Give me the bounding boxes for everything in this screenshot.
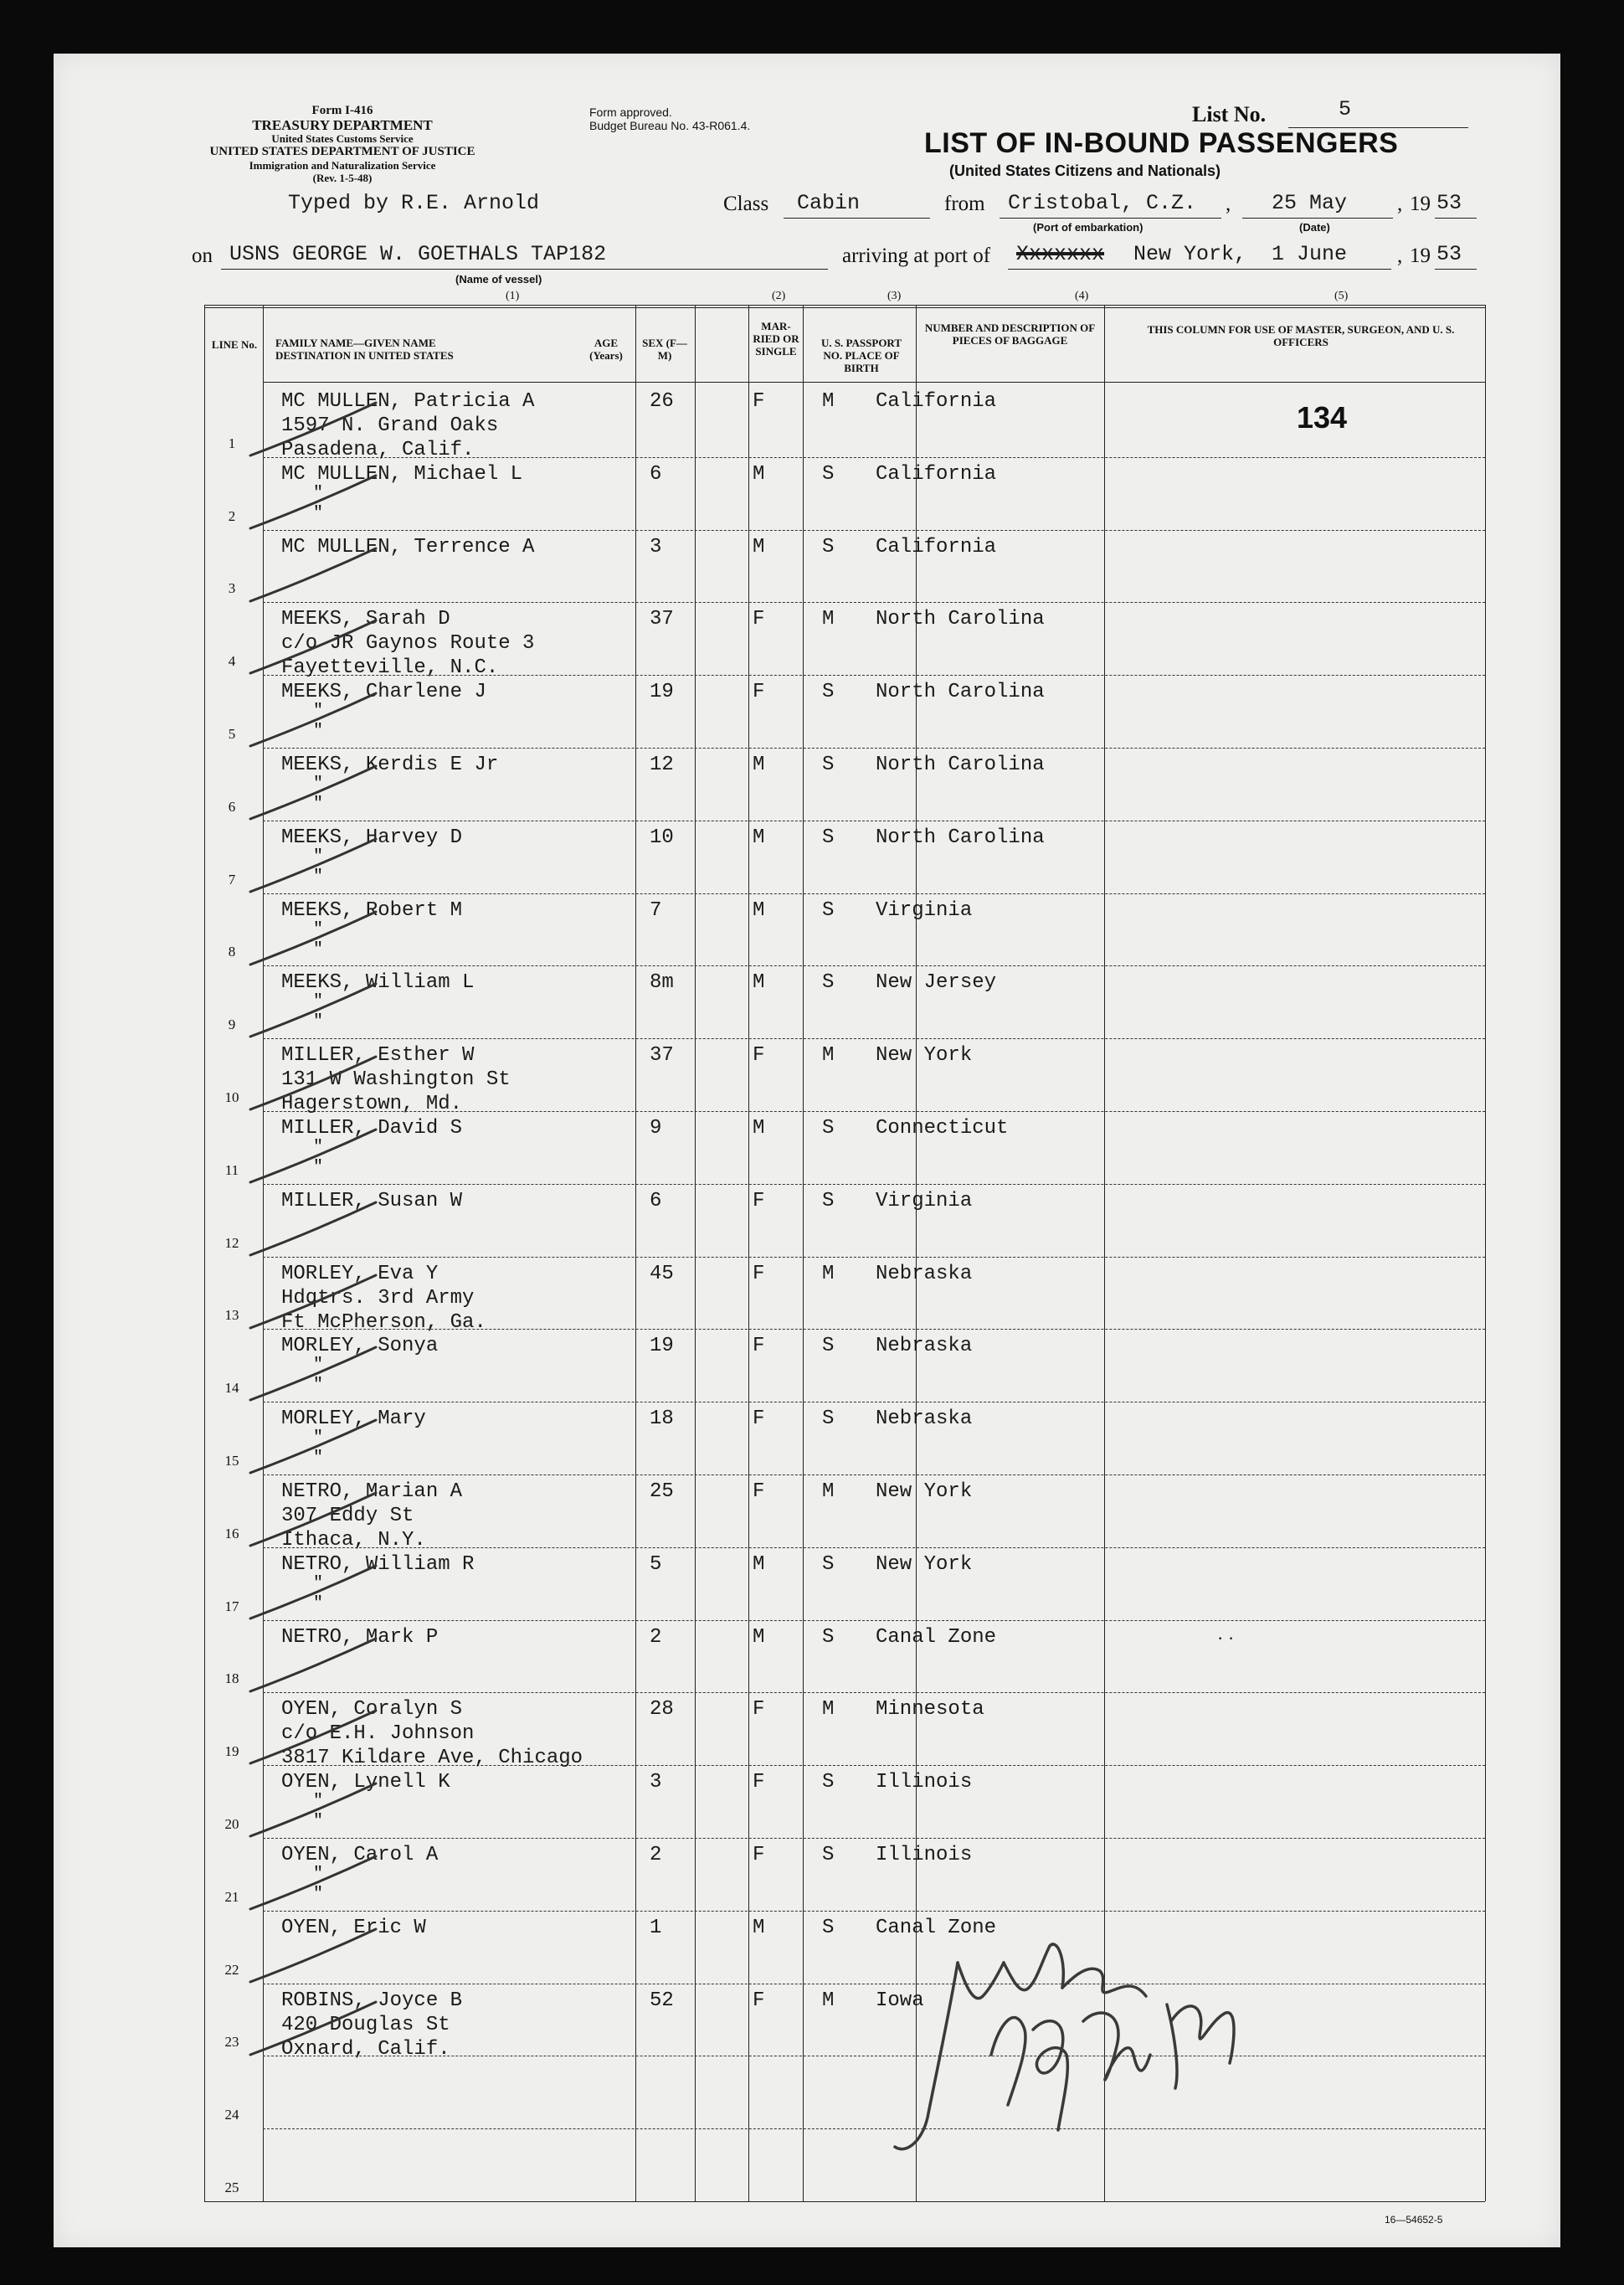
destination-line: Pasadena, Calif. [281, 439, 475, 461]
birthplace-value: Illinois [876, 1844, 973, 1866]
row-divider [263, 602, 1485, 603]
row-divider [263, 1257, 1485, 1258]
marital-value: S [822, 1552, 835, 1576]
birthplace-value: Canal Zone [876, 1625, 997, 1649]
check-mark [234, 756, 401, 831]
ditto-mark: " [313, 702, 324, 722]
treasury-dept: TREASURY DEPARTMENT [252, 117, 433, 133]
passenger-name: MEEKS, Harvey D [281, 826, 463, 849]
birthplace-value: New Jersey [876, 971, 997, 995]
check-mark [234, 1773, 401, 1849]
age-value: 5 [650, 1552, 662, 1576]
destination-line: 307 Eddy St [281, 1505, 414, 1527]
ditto-mark: " [313, 1158, 324, 1177]
row-divider [263, 1838, 1485, 1839]
ditto-mark: " [313, 503, 324, 523]
birthplace-value: Nebraska [876, 1262, 973, 1285]
ditto-mark: " [313, 1012, 324, 1032]
marital-value: S [822, 898, 835, 922]
row-divider [263, 965, 1485, 966]
marital-value: S [822, 535, 835, 558]
birthplace-value: Canal Zone [876, 1916, 997, 1939]
sex-value: M [753, 1916, 765, 1939]
passenger-name: NETRO, Mark P [281, 1625, 439, 1649]
destination-line: Hdqtrs. 3rd Army [281, 1286, 475, 1310]
sex-value: F [753, 1044, 765, 1068]
line-number: 3 [228, 580, 236, 597]
marital-value: M [822, 1044, 835, 1068]
line-number: 22 [224, 1961, 239, 1978]
typed-by: Typed by R.E. Arnold [288, 191, 540, 215]
line-number: 16 [224, 1525, 239, 1541]
list-no-label: List No. [1192, 102, 1267, 126]
marital-value: M [822, 1480, 835, 1503]
passenger-name: MORLEY, Mary [281, 1408, 426, 1431]
age-value: 28 [650, 1698, 674, 1721]
customs-service: United States Customs Service [271, 132, 414, 145]
marital-value: S [822, 1335, 835, 1358]
arrival-date: 1 June [1272, 242, 1348, 266]
col-num-5: (5) [1334, 290, 1349, 302]
marital-value: M [822, 608, 835, 631]
check-mark [234, 829, 401, 904]
destination-line: c/o JR Gaynos Route 3 [281, 632, 535, 656]
row-divider [263, 748, 1485, 749]
ditto-mark: " [313, 1376, 324, 1396]
ditto-mark: " [313, 1885, 324, 1904]
ditto-mark: " [313, 992, 324, 1012]
birthplace-value: Nebraska [876, 1335, 973, 1358]
age-value: 6 [650, 462, 662, 486]
row-divider [263, 1547, 1485, 1548]
birthplace-value: North Carolina [876, 826, 1045, 849]
line-number: 2 [228, 507, 236, 524]
check-mark [234, 1701, 401, 1776]
arrival-year: 53 [1436, 242, 1462, 266]
birthplace-value: Virginia [876, 898, 973, 922]
official-note: 134 [1297, 400, 1348, 435]
sex-value: F [753, 1335, 765, 1358]
ditto-mark: " [313, 1138, 324, 1157]
birthplace-value: California [876, 390, 997, 413]
header-line-no: LINE No. [211, 338, 258, 351]
vessel-caption: (Name of vessel) [455, 273, 542, 286]
destination-line: Ithaca, N.Y. [281, 1529, 426, 1552]
destination-line: Fayetteville, N.C. [281, 656, 499, 680]
line-number: 11 [224, 1161, 239, 1178]
passenger-name: MORLEY, Eva Y [281, 1262, 439, 1285]
age-value: 10 [650, 826, 674, 849]
list-no-value: 5 [1339, 97, 1352, 121]
birthplace-value: Iowa [876, 1989, 924, 2012]
passenger-name: MC MULLEN, Patricia A [281, 390, 535, 413]
check-mark [234, 902, 401, 977]
check-mark [234, 683, 401, 759]
marital-value: S [822, 1844, 835, 1866]
birthplace-value: North Carolina [876, 681, 1045, 704]
age-value: 37 [650, 608, 674, 631]
from-label: from [944, 193, 985, 215]
budget-bureau: Budget Bureau No. 43-R061.4. [589, 119, 751, 132]
age-value: 6 [650, 1189, 662, 1212]
sex-value: M [753, 1625, 765, 1649]
line-number: 6 [228, 798, 236, 815]
arrival-port: New York, [1133, 242, 1247, 266]
birthplace-value: California [876, 535, 997, 558]
age-value: 19 [650, 681, 674, 704]
birthplace-value: New York [876, 1480, 973, 1503]
row-divider [263, 1620, 1485, 1621]
from-value: Cristobal, C.Z. [1008, 191, 1197, 215]
header-name: FAMILY NAME—GIVEN NAME DESTINATION IN UNITED STATES [275, 337, 454, 362]
check-mark [234, 393, 401, 468]
line-number: 7 [228, 871, 236, 888]
on-label: on [192, 244, 213, 267]
age-value: 25 [650, 1480, 674, 1503]
header-official: THIS COLUMN FOR USE OF MASTER, SURGEON, AND U. S. OFFICERS [1147, 323, 1455, 348]
check-mark [234, 466, 401, 541]
sex-value: F [753, 1480, 765, 1503]
ditto-mark: " [313, 1865, 324, 1884]
revision-label: (Rev. 1-5-48) [312, 172, 373, 184]
birthplace-value: New York [876, 1552, 973, 1576]
check-mark [234, 1992, 401, 2067]
age-value: 19 [650, 1335, 674, 1358]
line-number: 9 [228, 1016, 236, 1033]
marital-value: S [822, 462, 835, 486]
stray-dots: · · [1217, 1628, 1235, 1649]
line-number: 24 [224, 2107, 239, 2123]
birthplace-value: North Carolina [876, 754, 1045, 776]
ins-label: Immigration and Naturalization Service [249, 159, 436, 172]
line-number: 21 [224, 1888, 239, 1905]
form-approved: Form approved. [589, 106, 672, 119]
check-mark [234, 1047, 401, 1122]
marital-value: M [822, 1698, 835, 1721]
age-value: 8m [650, 971, 674, 995]
sex-value: M [753, 462, 765, 486]
row-divider [263, 1184, 1485, 1185]
birthplace-value: Minnesota [876, 1698, 984, 1721]
age-value: 2 [650, 1625, 662, 1649]
age-value: 3 [650, 535, 662, 558]
marital-value: S [822, 971, 835, 995]
line-number: 13 [224, 1307, 239, 1324]
destination-line: 3817 Kildare Ave, Chicago [281, 1747, 583, 1770]
row-divider [263, 1911, 1485, 1912]
col-num-4: (4) [1075, 290, 1089, 302]
line-number: 1 [228, 435, 236, 451]
destination-line: 420 Douglas St [281, 2013, 450, 2036]
marital-value: M [822, 1262, 835, 1285]
depart-date: 25 May [1272, 191, 1348, 215]
passenger-name: OYEN, Eric W [281, 1916, 426, 1939]
line-number: 18 [224, 1670, 239, 1687]
depart-year: 53 [1436, 191, 1462, 215]
age-value: 1 [650, 1916, 662, 1939]
passenger-name: OYEN, Coralyn S [281, 1698, 463, 1721]
check-mark [234, 610, 401, 686]
ditto-mark: " [313, 1428, 324, 1449]
check-mark [234, 974, 401, 1049]
passenger-name: MEEKS, Sarah D [281, 608, 450, 631]
check-mark [234, 1556, 401, 1631]
age-value: 7 [650, 898, 662, 922]
header-baggage: NUMBER AND DESCRIPTION OF PIECES OF BAGGAGE [924, 322, 1096, 347]
line-number: 19 [224, 1743, 239, 1760]
check-mark [234, 1410, 401, 1485]
line-number: 5 [228, 726, 236, 742]
sex-value: F [753, 1771, 765, 1794]
ditto-mark: " [313, 1593, 324, 1613]
sex-value: F [753, 390, 765, 413]
check-mark [234, 1119, 401, 1195]
handwritten-signature [857, 1912, 1293, 2189]
page-subtitle: (United States Citizens and Nationals) [949, 162, 1221, 179]
destination-line: Oxnard, Calif. [281, 2037, 450, 2061]
passenger-name: MEEKS, Kerdis E Jr [281, 754, 499, 776]
sex-value: M [753, 754, 765, 776]
age-value: 9 [650, 1117, 662, 1140]
row-divider [263, 530, 1485, 531]
birthplace-value: Virginia [876, 1189, 973, 1212]
ditto-mark: " [313, 795, 324, 814]
line-number: 12 [224, 1234, 239, 1251]
passenger-name: MEEKS, William L [281, 971, 475, 995]
line-number: 4 [228, 653, 236, 670]
birthplace-value: North Carolina [876, 608, 1045, 631]
sex-value: M [753, 971, 765, 995]
check-mark [234, 1629, 401, 1704]
arrival-year-prefix: 19 [1410, 244, 1431, 267]
age-value: 45 [650, 1262, 674, 1285]
col-num-1: (1) [506, 290, 520, 302]
sex-value: F [753, 1989, 765, 2012]
sex-value: F [753, 608, 765, 631]
check-mark [234, 1192, 401, 1268]
sex-value: M [753, 898, 765, 922]
row-divider [263, 1692, 1485, 1693]
passenger-name: MEEKS, Charlene J [281, 681, 486, 704]
ditto-mark: " [313, 483, 324, 503]
sex-value: F [753, 1698, 765, 1721]
line-number: 25 [224, 2179, 239, 2195]
destination-line: Hagerstown, Md. [281, 1093, 463, 1116]
age-value: 2 [650, 1844, 662, 1866]
vessel-name: USNS GEORGE W. GOETHALS TAP182 [229, 242, 607, 266]
row-divider [263, 893, 1485, 894]
ditto-mark: " [313, 1356, 324, 1376]
marital-value: S [822, 754, 835, 776]
passenger-list-page: Form I-416 TREASURY DEPARTMENT United States Customs Service UNITED STATES DEPARTMENT OF JUSTICE Immigration and Naturalization Service (Rev. 1-5-48) Typed by R.E. Arnold Form approved. Budget Bureau No. 43-R061.4. LIST OF IN-BOUND PASSENGERS (United States Citizens and Nationals) List No. 5 Class Cabin from Cristobal, C.Z. (Port of embarkation) , 25 May (Date) , 19 53 on USNS GEORGE W. GOETHALS TAP182 (Name of vessel) arriving at port of Xxxxxxx New York, 1 June , 19 53 (1) (2) (3) (4) (5) LINE No. FAMILY NAME—GIVEN NAME DESTINATION IN UNITED STATES AGE (Years) SEX (F—M) MAR-RIED OR SINGLE U. S. PASSPORT NO. PLACE OF BIRTH NUMBER AND DESCRIPTION OF PIECES OF BAGGAGE THIS COLUMN FOR USE OF MASTER, SURGEON, AND U. S. OFFICERS 1 MC MULLEN, Patricia A 1597 N. Grand Oaks Pasadena, Calif. 26 F M California 2 MC MULLEN, Michael L " " 6 M S California 3 MC MULLEN, Terrence A 3 M S California 4 MEEKS, Sarah D c/o JR Gaynos Route 3 Fayetteville, N.C. 37 F M North Carolina 5 MEEKS, Charlene J " " 19 F S North Carolina 6 MEEKS, Kerdis E Jr " " 12 M S North Carolina 7 MEEKS, Harvey D " " 10 M S North Carolina 8 MEEKS, Robert M " " 7 M S Virginia 9 MEEKS, William L " " 8m M S New Jersey 10 MILLER, Esther W 131 W Washington St Hagerstown, Md. 37 F M New York 11 MILLER, David S " " 9 M S Connecticut 12 MILLER, Susan W 6 F S Virginia 13 MORLEY, Eva Y Hdqtrs. 3rd Army Ft McPherson, Ga. 45 F M Nebraska 14 MORLEY, Sonya " " 19 F S Nebraska 15 MORLEY, Mary " " 18 F S Nebraska 16 NETRO, Marian A 307 Eddy St Ithaca, N.Y. 25 F M New York 17 NETRO, William R " " 5 M S New York 18 NETRO, Mark P 2 M S Canal Zone 19 OYEN, Coralyn S c/o E.H. Johnson 3817 Kildare Ave, Chicago 28 F M Minnesota 20 OYEN, Lynell K " " 3 F S Illinois 21 OYEN, Carol A " " 2 F S Illinois 22 OYEN, Eric W 1 M S Canal Zone 23 ROBINS, Joyce B 420 Douglas St Oxnard, Calif. 52 F M Iowa 24 25 134 · · 16—54652-5 [54, 54, 1560, 2247]
ditto-mark: " [313, 867, 324, 887]
ditto-mark: " [313, 1812, 324, 1832]
marital-value: M [822, 390, 835, 413]
ditto-mark: " [313, 775, 324, 794]
passenger-name: MORLEY, Sonya [281, 1335, 439, 1358]
depart-year-prefix: 19 [1410, 193, 1431, 215]
sex-value: M [753, 1552, 765, 1576]
passenger-name: MILLER, David S [281, 1117, 463, 1140]
ditto-mark: " [313, 939, 324, 960]
age-value: 18 [650, 1408, 674, 1431]
sex-value: M [753, 826, 765, 849]
marital-value: S [822, 1916, 835, 1939]
header-married: MAR-RIED OR SINGLE [753, 320, 799, 358]
passenger-name: OYEN, Lynell K [281, 1771, 450, 1794]
col-num-3: (3) [887, 290, 902, 302]
line-number: 20 [224, 1816, 239, 1832]
check-mark [234, 1265, 401, 1341]
destination-line: 131 W Washington St [281, 1068, 511, 1092]
passenger-name: MC MULLEN, Terrence A [281, 535, 535, 558]
ditto-mark: " [313, 1449, 324, 1469]
line-number: 23 [224, 2034, 239, 2051]
age-value: 52 [650, 1989, 674, 2012]
header-passport: U. S. PASSPORT NO. PLACE OF BIRTH [820, 337, 902, 374]
ditto-mark: " [313, 847, 324, 867]
row-divider [263, 1038, 1485, 1039]
arriving-label: arriving at port of [842, 244, 991, 267]
marital-value: S [822, 1117, 835, 1140]
footer-code: 16—54652-5 [1385, 2214, 1443, 2226]
check-mark [234, 1483, 401, 1558]
marital-value: S [822, 1408, 835, 1431]
age-value: 3 [650, 1771, 662, 1794]
passenger-name: NETRO, Marian A [281, 1480, 463, 1503]
passenger-name: MEEKS, Robert M [281, 898, 463, 922]
birthplace-value: Nebraska [876, 1408, 973, 1431]
ditto-mark: " [313, 722, 324, 742]
sex-value: F [753, 1844, 765, 1866]
line-number: 8 [228, 944, 236, 960]
marital-value: S [822, 1189, 835, 1212]
marital-value: M [822, 1989, 835, 2012]
passenger-name: MILLER, Esther W [281, 1044, 475, 1068]
birthplace-value: Connecticut [876, 1117, 1009, 1140]
marital-value: S [822, 826, 835, 849]
class-value: Cabin [797, 191, 861, 215]
marital-value: S [822, 1771, 835, 1794]
page-title: LIST OF IN-BOUND PASSENGERS [924, 127, 1399, 159]
destination-line: 1597 N. Grand Oaks [281, 414, 499, 437]
age-value: 37 [650, 1044, 674, 1068]
marital-value: S [822, 681, 835, 704]
passenger-name: NETRO, William R [281, 1552, 475, 1576]
destination-line: Ft McPherson, Ga. [281, 1310, 486, 1334]
sex-value: F [753, 681, 765, 704]
passenger-name: MILLER, Susan W [281, 1189, 463, 1212]
passenger-name: MC MULLEN, Michael L [281, 462, 523, 486]
justice-dept: UNITED STATES DEPARTMENT OF JUSTICE [209, 145, 475, 158]
ditto-mark: " [313, 919, 324, 939]
line-number: 15 [224, 1453, 239, 1469]
col-num-2: (2) [772, 290, 786, 302]
ditto-mark: " [313, 1573, 324, 1593]
ditto-mark: " [313, 1792, 324, 1812]
sex-value: F [753, 1262, 765, 1285]
line-number: 10 [224, 1089, 239, 1105]
header-sex: SEX (F—M) [642, 337, 687, 362]
birthplace-value: Illinois [876, 1771, 973, 1794]
check-mark [234, 1337, 401, 1413]
birthplace-value: California [876, 462, 997, 486]
sex-value: M [753, 1117, 765, 1140]
form-id: Form I-416 [311, 104, 373, 117]
check-mark [234, 1846, 401, 1922]
sex-value: M [753, 535, 765, 558]
age-value: 26 [650, 390, 674, 413]
destination-line: c/o E.H. Johnson [281, 1722, 475, 1746]
row-divider [263, 1474, 1485, 1475]
port-caption: (Port of embarkation) [1033, 221, 1143, 234]
passenger-name: OYEN, Carol A [281, 1844, 439, 1866]
header-age: AGE (Years) [589, 337, 623, 362]
check-mark [234, 538, 401, 614]
check-mark [234, 1919, 401, 1994]
date-caption: (Date) [1299, 221, 1330, 234]
passenger-name: ROBINS, Joyce B [281, 1989, 463, 2012]
passenger-table [54, 54, 1560, 2247]
arrival-struck: Xxxxxxx [1016, 242, 1105, 266]
birthplace-value: New York [876, 1044, 973, 1068]
sex-value: F [753, 1189, 765, 1212]
age-value: 12 [650, 754, 674, 776]
class-label: Class [723, 193, 769, 215]
sex-value: F [753, 1408, 765, 1431]
marital-value: S [822, 1625, 835, 1649]
line-number: 14 [224, 1380, 239, 1397]
line-number: 17 [224, 1598, 239, 1614]
